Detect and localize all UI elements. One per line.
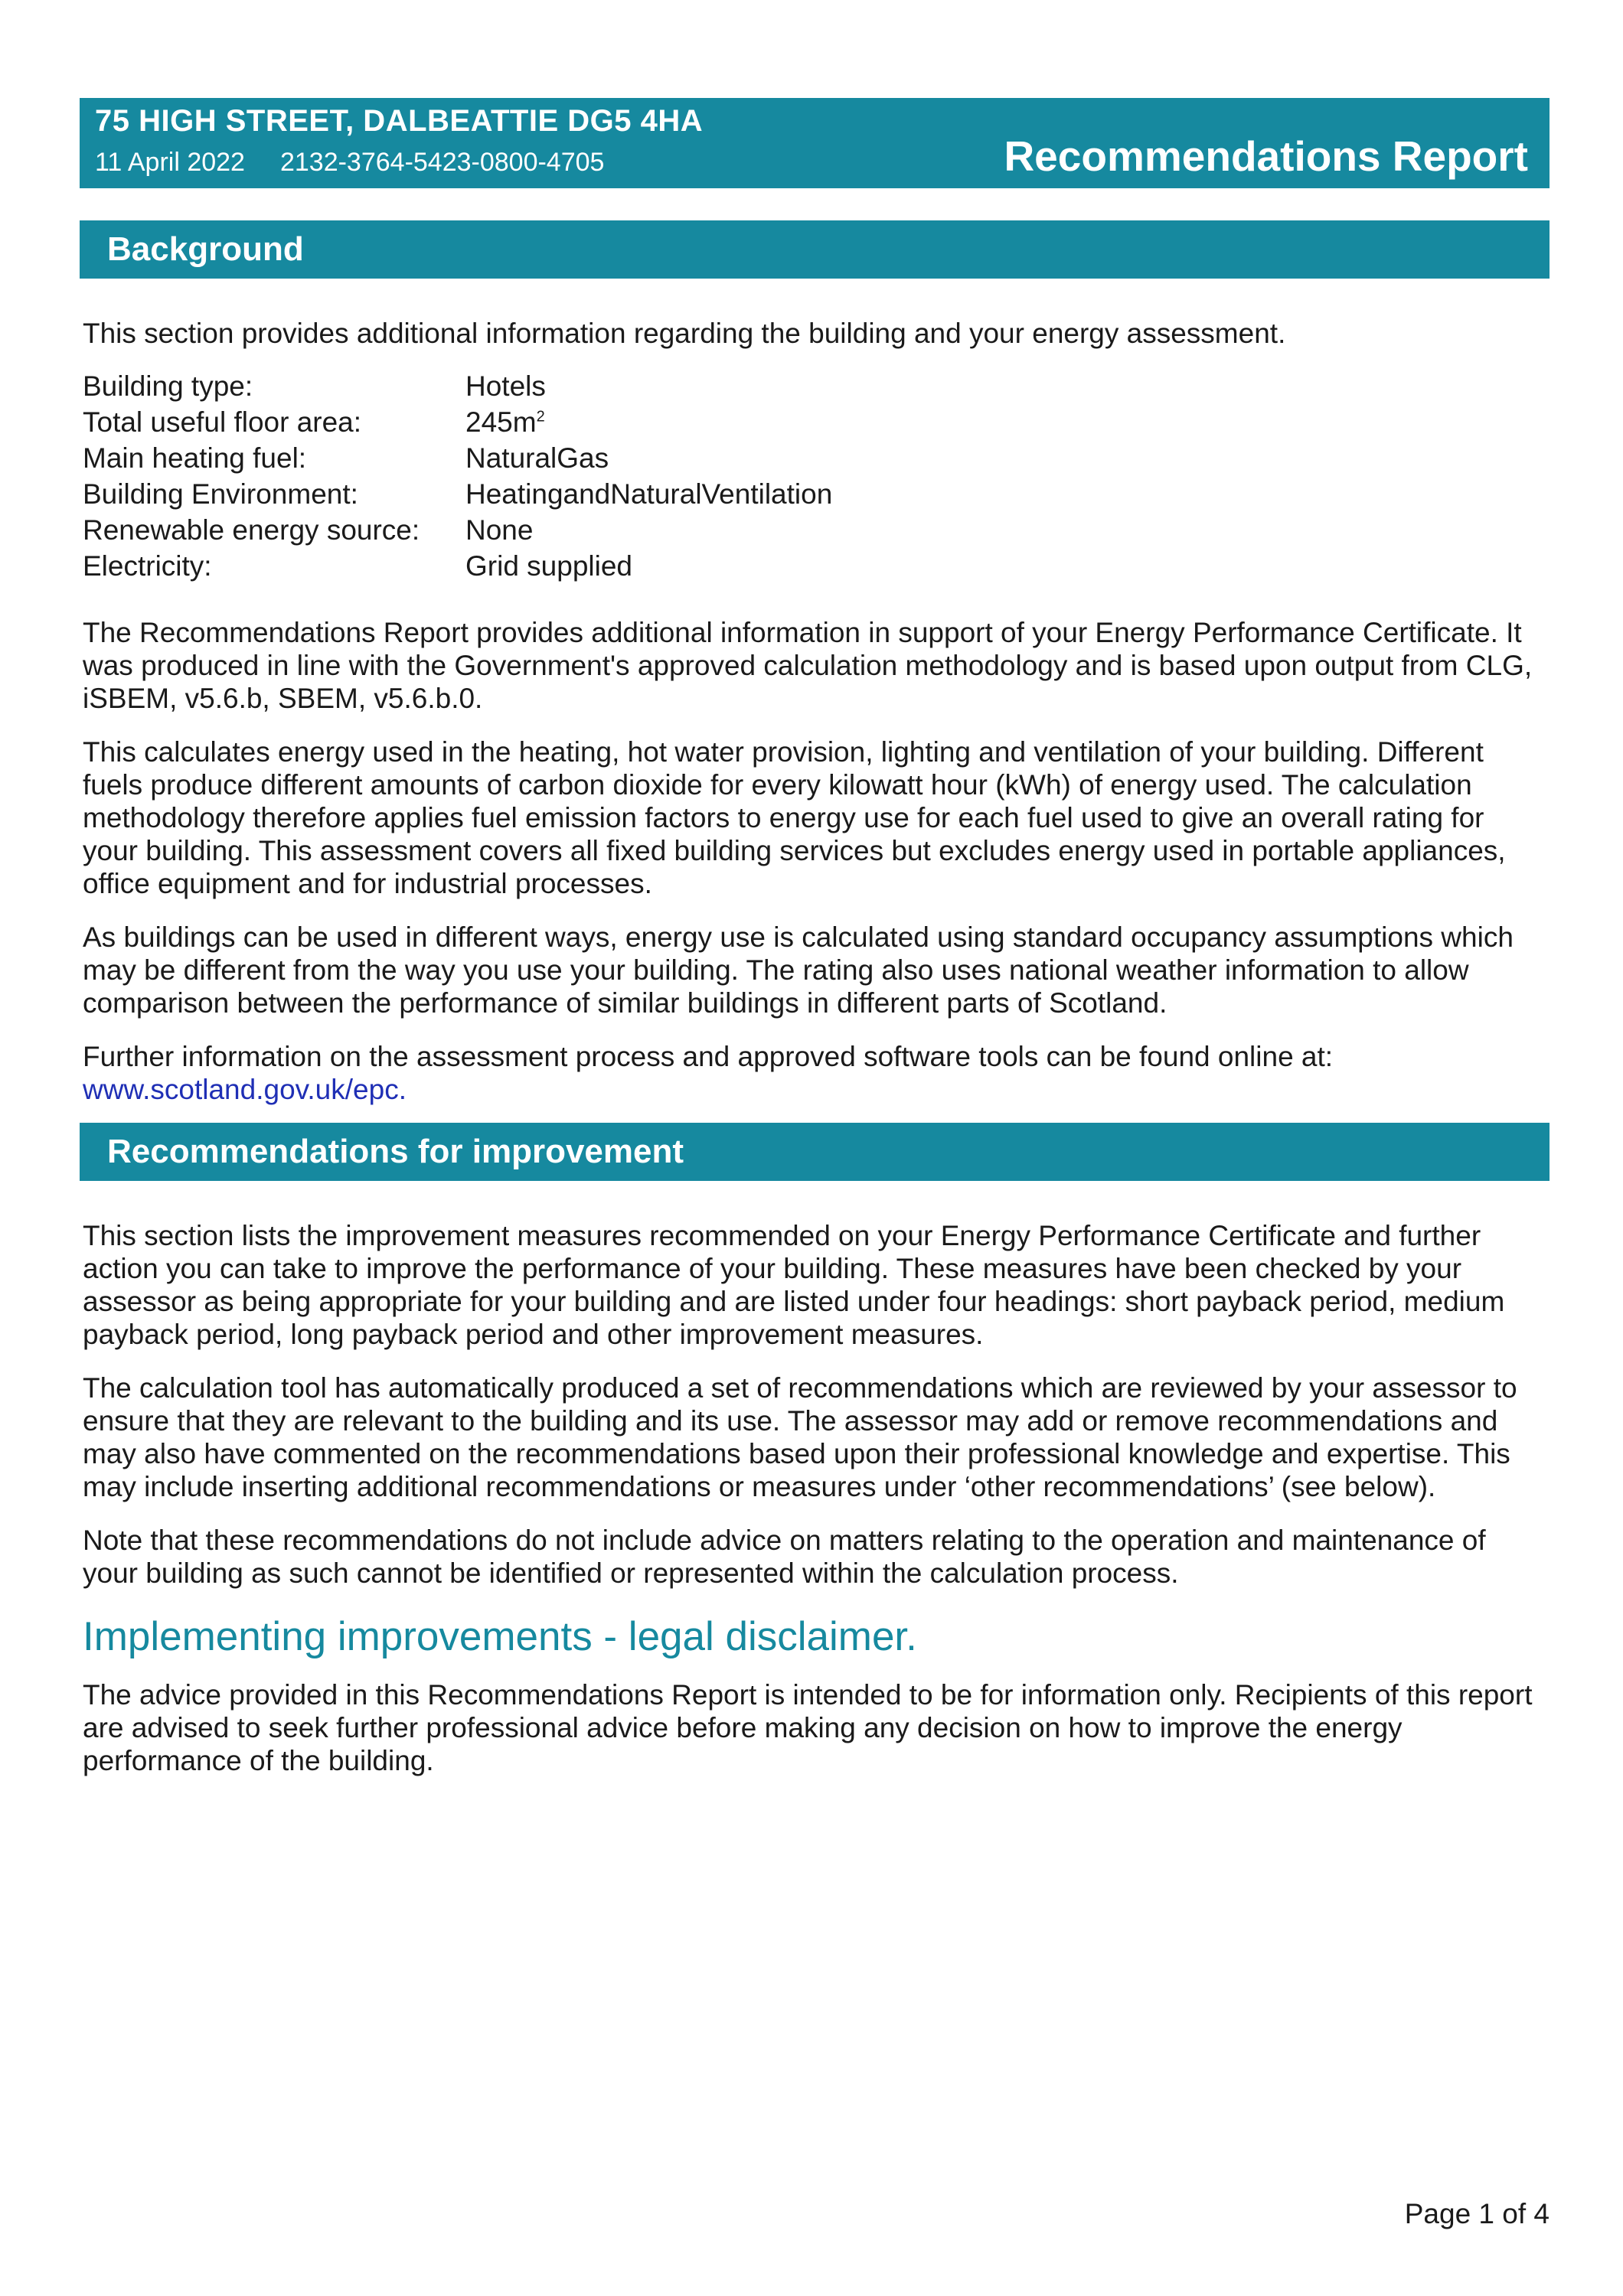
epc-website-link[interactable]: www.scotland.gov.uk/epc. xyxy=(83,1074,407,1105)
title-bar xyxy=(80,98,1550,188)
building-details xyxy=(80,368,1550,584)
further-info-text: Further information on the assessment process and approved software tools can be found online at: xyxy=(83,1041,1334,1072)
report-reference-number: 2132-3764-5423-0800-4705 xyxy=(279,148,605,177)
detail-label: Building Environment: xyxy=(83,478,358,510)
detail-value: Hotels xyxy=(465,370,546,402)
floor-area-value: 245m xyxy=(465,406,537,438)
floor-area-unit-superscript: 2 xyxy=(536,408,545,426)
detail-label: Electricity: xyxy=(83,550,212,582)
detail-label: Total useful floor area: xyxy=(83,406,362,438)
background-paragraph xyxy=(80,1040,1550,1106)
detail-row-building-type xyxy=(83,368,1550,404)
background-intro: This section provides additional information regarding the building and your energy assessment. xyxy=(83,318,1286,349)
detail-value: HeatingandNaturalVentilation xyxy=(465,478,833,510)
background-paragraph: As buildings can be used in different ways, energy use is calculated using standard occupancy assumptions which may be different from the way you use your building. The rating also uses national weather information to allow comparison between the performance of similar buildings in different parts of Scotland. xyxy=(83,921,1514,1019)
detail-value: Grid supplied xyxy=(465,550,633,582)
detail-value: None xyxy=(465,514,534,546)
detail-value: NaturalGas xyxy=(465,442,609,474)
property-address: 75 HIGH STREET, DALBEATTIE DG5 4HA xyxy=(95,104,704,138)
detail-label: Main heating fuel: xyxy=(83,442,307,474)
detail-row-renewable-source xyxy=(83,512,1550,548)
detail-label: Building type: xyxy=(83,370,253,402)
report-meta xyxy=(95,148,604,178)
background-paragraph: The Recommendations Report provides additional information in support of your Energy Performance Certificate. It was produced in line with the Government's approved calculation methodology and is based upon output from CLG, iSBEM, v5.6.b, SBEM, v5.6.b.0. xyxy=(83,617,1533,714)
disclaimer-text: The advice provided in this Recommendations Report is intended to be for information only. Recipients of this report are advised to seek further professional advice before making any decision on how to improve the energy performance of the building. xyxy=(83,1679,1533,1776)
detail-row-electricity xyxy=(83,548,1550,584)
detail-row-building-environment xyxy=(83,476,1550,512)
background-heading: Background xyxy=(80,220,1550,279)
detail-label: Renewable energy source: xyxy=(83,514,420,546)
background-paragraph: This calculates energy used in the heating, hot water provision, lighting and ventilation of your building. Different fuels produce different amounts of carbon dioxide for every kilowatt hour (kWh) of energy used. The calculation methodology therefore applies fuel emission factors to energy use for each fuel used to give an overall rating for your building. This assessment covers all fixed building services but excludes energy used in portable appliances, office equipment and for industrial processes. xyxy=(83,736,1506,899)
disclaimer-heading: Implementing improvements - legal disclaimer. xyxy=(83,1614,917,1659)
report-title: Recommendations Report xyxy=(1004,132,1528,180)
detail-value xyxy=(465,404,545,440)
recommendations-paragraph: This section lists the improvement measures recommended on your Energy Performance Certificate and further action you can take to improve the performance of your building. These measures have been checked by your assessor as being appropriate for your building and are listed under four headings: short payback period, medium payback period, long payback period and other improvement measures. xyxy=(83,1220,1505,1350)
report-date: 11 April 2022 xyxy=(95,148,245,177)
recommendations-heading: Recommendations for improvement xyxy=(80,1123,1550,1181)
detail-row-floor-area xyxy=(83,404,1550,440)
recommendations-paragraph: The calculation tool has automatically produced a set of recommendations which are reviewed by your assessor to ensure that they are relevant to the building and its use. The assessor may add or remove recommendations and may also have commented on the recommendations based upon their professional knowledge and expertise. This may include inserting additional recommendations or measures under ‘other recommendations’ (see below). xyxy=(83,1372,1517,1502)
page-number: Page 1 of 4 xyxy=(1404,2198,1550,2229)
detail-row-heating-fuel xyxy=(83,440,1550,476)
report-page xyxy=(80,98,1550,1777)
recommendations-paragraph: Note that these recommendations do not include advice on matters relating to the operation and maintenance of your building as such cannot be identified or represented within the calculation process. xyxy=(83,1525,1486,1589)
